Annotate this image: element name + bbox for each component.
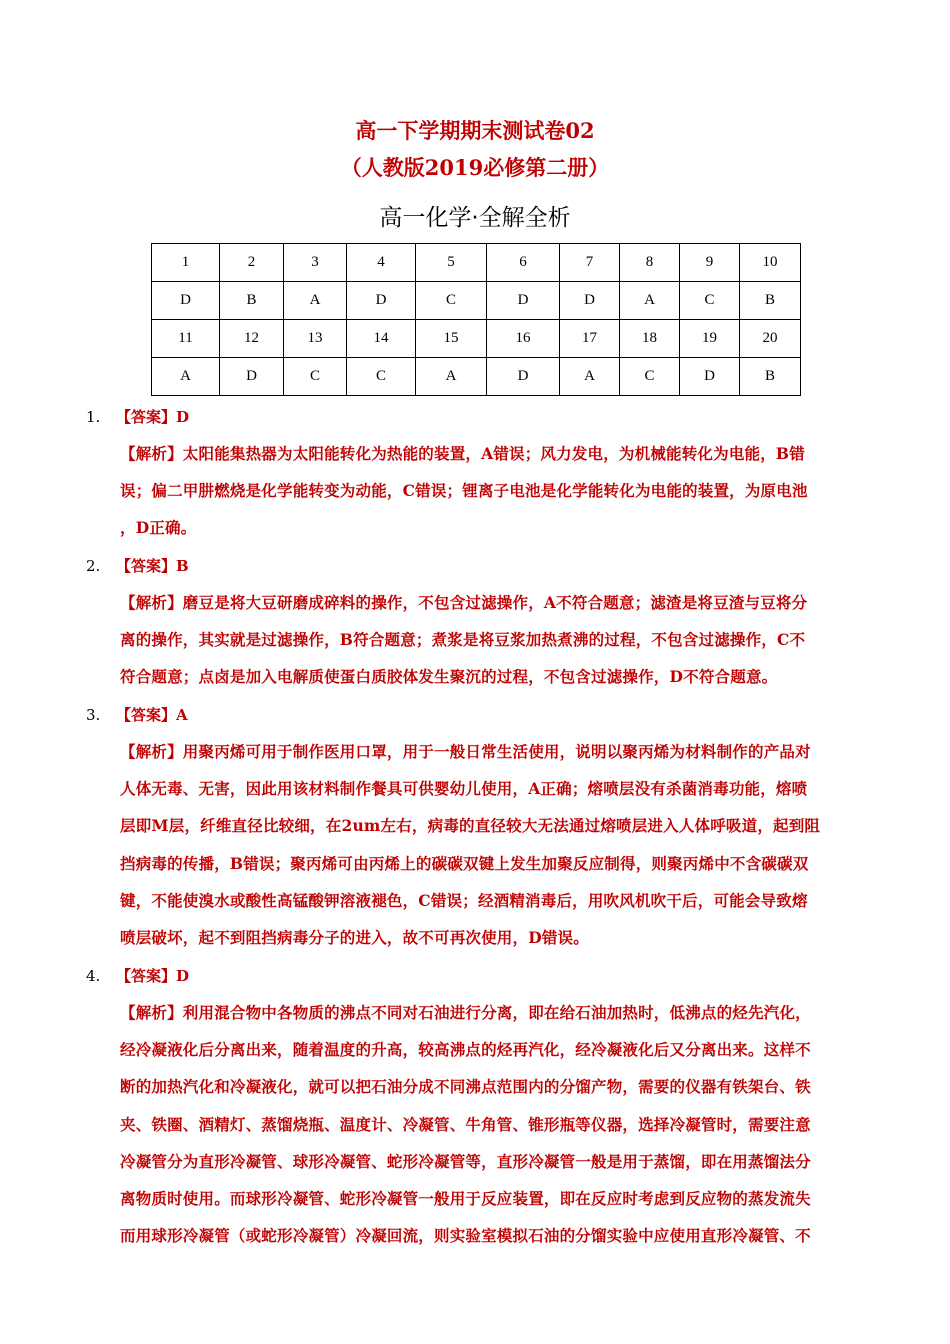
answer-label: 【答案】A [115,706,188,724]
explanation [120,733,860,956]
question-header [86,555,189,577]
answer-table-cell: C [680,282,740,320]
answer-table-row [152,282,801,320]
answer-table-cell: B [220,282,284,320]
answer-table-row [152,320,801,358]
answer-table-row [152,244,801,282]
answer-table-cell: A [152,358,220,396]
answer-table-cell: C [416,282,487,320]
answer-table-cell: B [740,358,801,396]
answer-table-cell: 20 [740,320,801,358]
answer-table-cell: A [620,282,680,320]
explanation [120,994,860,1254]
answer-table-cell: 7 [560,244,620,282]
question-number: 4. [86,967,101,985]
answer-table-cell: 6 [487,244,560,282]
answer-table-cell: 16 [487,320,560,358]
answer-table-cell: 9 [680,244,740,282]
document-subtitle: （人教版2019必修第二册） [340,155,610,180]
explanation [120,584,860,696]
explanation-line: ，D正确。 [120,518,197,538]
explanation-line: 【解析】利用混合物中各物质的沸点不同对石油进行分离，即在给石油加热时，低沸点的烃先汽化， [120,1003,811,1022]
document-heading: 高一化学·全解全析 [379,205,571,231]
answer-table-cell: C [284,358,347,396]
question-number: 3. [86,706,101,724]
explanation-line: 夹、铁圈、酒精灯、蒸馏烧瓶、温度计、冷凝管、牛角管、锥形瓶等仪器，选择冷凝管时，需要注意 [120,1114,811,1134]
answer-table-cell: 2 [220,244,284,282]
answer-table-cell: 8 [620,244,680,282]
answer-table-cell: 10 [740,244,801,282]
explanation-line: 挡病毒的传播，B错误；聚丙烯可由丙烯上的碳碳双键上发生加聚反应制得，则聚丙烯中不含碳碳双 [120,853,809,873]
explanation-line: 【解析】用聚丙烯可用于制作医用口罩，用于一般日常生活使用，说明以聚丙烯为材料制作的产品对 [120,742,811,761]
answer-table-cell: 13 [284,320,347,358]
question-number: 1. [86,408,101,426]
document-title: 高一下学期期末测试卷02 [355,118,595,143]
answer-table-cell: A [284,282,347,320]
answer-table-cell: 14 [347,320,416,358]
answer-table-cell: 18 [620,320,680,358]
explanation [120,435,860,547]
answer-table-cell: D [680,358,740,396]
answer-table-cell: 4 [347,244,416,282]
answer-table-cell: A [560,358,620,396]
question-header [86,406,189,428]
answer-table-cell: B [740,282,801,320]
answer-table-cell: D [560,282,620,320]
question-header [86,704,188,726]
explanation-line: 离物质时使用。而球形冷凝管、蛇形冷凝管一般用于反应装置，即在反应时考虑到反应物的蒸发流失 [120,1189,811,1209]
question-number: 2. [86,557,101,575]
answer-table-cell: C [620,358,680,396]
explanation-line: 层即M层，纤维直径比较细，在2um左右，病毒的直径较大无法通过熔喷层进入人体呼吸道，起到阻 [120,816,821,836]
answer-table-cell: D [152,282,220,320]
answer-table-cell: 1 [152,244,220,282]
answer-table-cell: 15 [416,320,487,358]
answer-table-cell: 11 [152,320,220,358]
answer-table-cell: D [487,282,560,320]
explanation-line: 【解析】磨豆是将大豆研磨成碎料的操作，不包含过滤操作，A不符合题意；滤渣是将豆渣与豆将分 [120,593,808,612]
answer-table-cell: C [347,358,416,396]
answer-table-row [152,358,801,396]
explanation-line: 离的操作，其实就是过滤操作，B符合题意；煮浆是将豆浆加热煮沸的过程，不包含过滤操作，C不 [120,630,806,650]
explanation-line: 经冷凝液化后分离出来，随着温度的升高，较高沸点的烃再汽化，经冷凝液化后又分离出来。这样不 [120,1040,811,1060]
answer-table-cell: D [347,282,416,320]
explanation-line: 喷层破坏，起不到阻挡病毒分子的进入，故不可再次使用，D错误。 [120,928,589,948]
answer-table-cell: D [487,358,560,396]
answer-label: 【答案】D [115,967,189,985]
answer-table-cell: D [220,358,284,396]
answer-label: 【答案】D [115,408,189,426]
answer-table-cell: 5 [416,244,487,282]
explanation-line: 【解析】太阳能集热器为太阳能转化为热能的装置，A错误；风力发电，为机械能转化为电能，B错 [120,444,805,463]
question-header [86,965,189,987]
explanation-line: 人体无毒、无害，因此用该材料制作餐具可供婴幼儿使用，A正确；熔喷层没有杀菌消毒功能，熔喷 [120,779,808,799]
explanation-line: 冷凝管分为直形冷凝管、球形冷凝管、蛇形冷凝管等，直形冷凝管一般是用于蒸馏，即在用蒸馏法分 [120,1151,811,1171]
explanation-line: 误；偏二甲肼燃烧是化学能转变为动能，C错误；锂离子电池是化学能转化为电能的装置，为原电池 [120,481,808,501]
explanation-line: 符合题意；点卤是加入电解质使蛋白质胶体发生聚沉的过程，不包含过滤操作，D不符合题意。 [120,667,778,687]
answer-table-cell: A [416,358,487,396]
answer-key-table [151,243,801,396]
explanation-line: 而用球形冷凝管（或蛇形冷凝管）冷凝回流，则实验室模拟石油的分馏实验中应使用直形冷凝管、不 [120,1226,811,1246]
answer-table-cell: 19 [680,320,740,358]
explanation-line: 断的加热汽化和冷凝液化，就可以把石油分成不同沸点范围内的分馏产物，需要的仪器有铁架台、铁 [120,1077,811,1097]
explanation-line: 键，不能使溴水或酸性高锰酸钾溶液褪色，C错误；经酒精消毒后，用吹风机吹干后，可能会导致熔 [120,890,808,910]
answer-table-cell: 12 [220,320,284,358]
answer-label: 【答案】B [115,557,189,575]
answer-table-cell: 3 [284,244,347,282]
answer-table-cell: 17 [560,320,620,358]
